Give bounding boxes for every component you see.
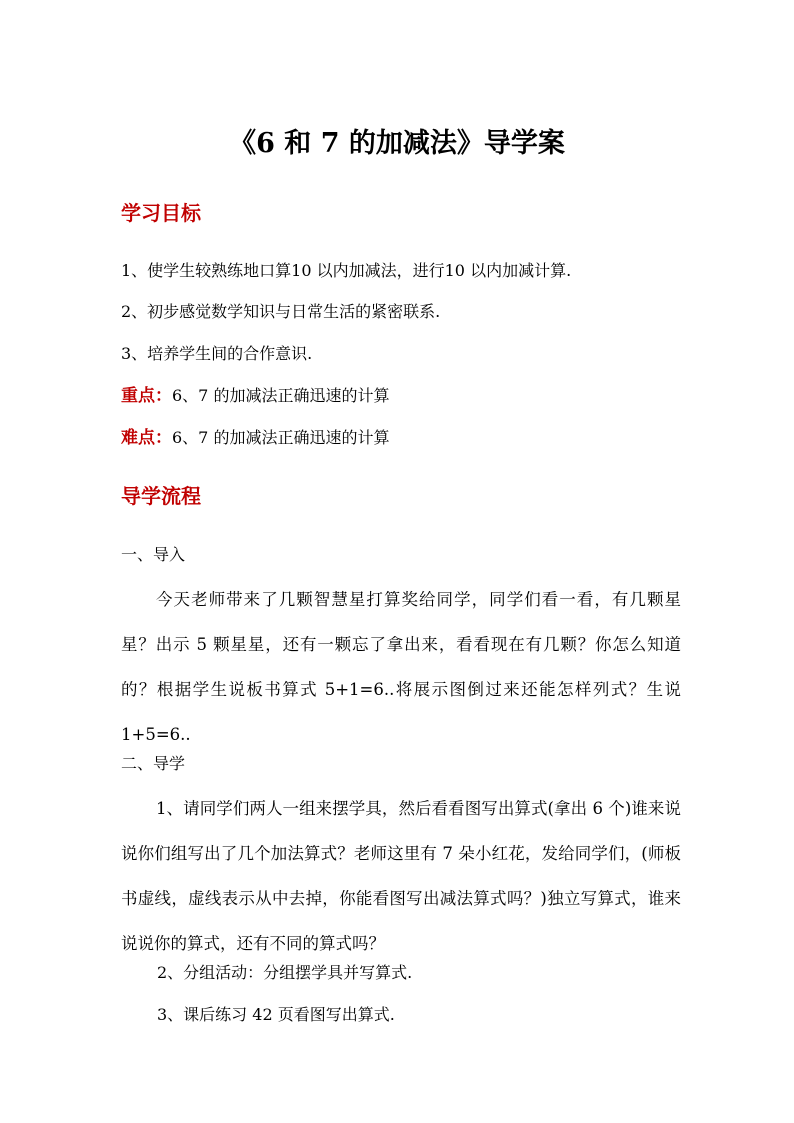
key-point: [121, 383, 389, 409]
document-title: 《6 和 7 的加减法》导学案: [229, 128, 565, 159]
section-intro-paragraph: 今天老师带来了几颗智慧星打算奖给同学，同学们看一看，有几颗星星？出示 5 颗星星，还有一颗忘了拿出来，看看现在有几颗？你怎么知道的？根据学生说板书算式 5+1=6..将展示图倒过来还能怎样列式？生说 1+5=6..: [121, 590, 681, 744]
section-guide-paragraph: 1、请同学们两人一组来摆学具，然后看看图写出算式(拿出 6 个)谁来说说你们组写出了几个加法算式？老师这里有 7 朵小红花，发给同学们，(师板书虚线，虚线表示从中去掉，你能看图写出减法算式吗？)独立写算式，谁来说说你的算式，还有不同的算式吗？: [121, 799, 681, 953]
guide-step-3: 3、课后练习 42 页看图写出算式.: [157, 1005, 395, 1024]
key-point-text: 6、7 的加减法正确迅速的计算: [172, 386, 390, 405]
section-intro-title: 一、导入: [121, 545, 186, 564]
objective-item-1: 1、使学生较熟练地口算10 以内加减法，进行10 以内加减计算.: [121, 261, 572, 280]
objective-item-3: 3、培养学生间的合作意识.: [121, 344, 313, 363]
key-point-label: 重点：: [121, 386, 172, 406]
difficulty-point: [121, 425, 389, 451]
process-heading: 导学流程: [121, 484, 201, 508]
difficulty-label: 难点：: [121, 428, 172, 448]
objective-item-2: 2、初步感觉数学知识与日常生活的紧密联系.: [121, 302, 441, 321]
objectives-heading: 学习目标: [121, 201, 201, 225]
difficulty-text: 6、7 的加减法正确迅速的计算: [172, 428, 390, 447]
guide-step-2: 2、分组活动：分组摆学具并写算式.: [157, 963, 413, 982]
section-guide-title: 二、导学: [121, 754, 186, 773]
